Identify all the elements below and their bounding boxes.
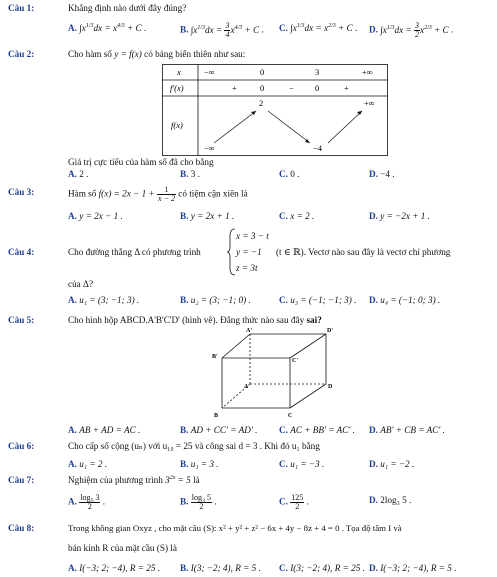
system-brace — [226, 228, 236, 276]
option-c[interactable]: C. AC + BB' = AC' . — [279, 425, 355, 435]
option-c[interactable]: C. x = 2 . — [279, 211, 315, 221]
option-c[interactable]: C. $\frac{125}{2}$ . — [279, 493, 309, 511]
option-a[interactable]: A. u₁ = 2 . — [68, 459, 108, 469]
option-b[interactable]: B. u₂ = (3; −1; 0) . — [180, 295, 251, 305]
question-text: Cho hình hộp ABCD.A'B'C'D' (hình vẽ). Đẳng thức nào sau đây sai? — [68, 315, 322, 325]
option-b[interactable]: B. I(3; −2; 4), R = 5 . — [180, 563, 261, 573]
sign-minus: − — [289, 83, 294, 93]
emphasis-wrong: sai? — [306, 315, 322, 325]
question-label: Câu 8: — [8, 523, 35, 533]
label-a: A — [244, 384, 249, 390]
option-d[interactable]: D. u₄ = (−1; 0; 3) . — [369, 295, 441, 305]
system-eq-z: z = 3t — [236, 263, 258, 273]
row-label-x: x — [177, 67, 181, 77]
option-d[interactable]: D. $\int x^{1/3}dx$ = $\frac{3}{2}$ $x^{2/3} + C$ . — [369, 21, 454, 39]
x-value-neg-inf: −∞ — [204, 67, 215, 77]
option-d[interactable]: D. AB' + CB = AC' . — [369, 425, 445, 435]
option-a[interactable]: A. AB + AD = AC . — [68, 425, 141, 435]
option-b[interactable]: B. u₁ = 3 . — [180, 459, 219, 469]
sign-zero-2: 0 — [315, 83, 320, 93]
option-a[interactable]: A. I(−3; 2; −4), R = 25 . — [68, 563, 161, 573]
sign-zero-1: 0 — [260, 83, 265, 93]
question-text: Nghiệm của phương trình $3^{2x} = 5$ là — [68, 474, 200, 485]
option-c[interactable]: C. 0 . — [279, 169, 300, 179]
f-value-pos-inf: +∞ — [364, 98, 375, 108]
question-label: Câu 2: — [8, 49, 35, 59]
question-text: Khẳng định nào dưới đây đúng? — [68, 3, 187, 13]
question-label: Câu 7: — [8, 475, 35, 485]
label-b-prime: B' — [212, 354, 218, 360]
question-label: Câu 3: — [8, 187, 35, 197]
question-4-text-after: (t ∈ ℝ). Vectơ nào sau đây là vectơ chỉ phương — [276, 247, 451, 257]
option-a[interactable]: A. $\frac{\log_5 3}{2}$ . — [68, 493, 106, 511]
sign-plus-2: + — [344, 83, 349, 93]
question-label: Câu 1: — [8, 3, 35, 13]
label-d-prime: D' — [327, 328, 333, 334]
option-b[interactable]: B. $\frac{\log_3 5}{2}$ . — [180, 493, 217, 511]
option-c[interactable]: C. $\int x^{1/3}dx = x^{2/3} + C$ . — [279, 22, 358, 33]
label-c: C — [288, 413, 293, 419]
option-b[interactable]: B. 3 . — [180, 169, 200, 179]
question-text: Trong không gian Oxyz , cho mặt cầu (S): x² + y² + z² − 6x + 4y − 8z + 4 = 0 . Tọa độ tâm I và — [68, 523, 402, 533]
label-c-prime: C' — [292, 358, 298, 364]
option-a[interactable]: A. u₁ = (3; −1; 3) . — [68, 295, 140, 305]
option-c[interactable]: C. I(3; −2; 4), R = 25 . — [279, 563, 365, 573]
option-b[interactable]: B. y = 2x + 1 . — [180, 211, 235, 221]
question-text: Hàm số f(x) = 2x − 1 + $\frac{1}{x - 2}$ có tiệm cận xiên là — [68, 185, 248, 203]
system-eq-y: y = −1 — [236, 247, 262, 257]
label-d: D — [328, 384, 333, 390]
option-b[interactable]: B. AD + CC' = AD' . — [180, 425, 258, 435]
exam-page: Câu 1: Khẳng định nào dưới đây đúng? A. $\int x^{1/3}dx = x^{4/3} + C$ . B. $\int x^{1/3}dx$ = $\frac{3}{4}$ $x^{4/3} + C$ . C. $\int x^{1/3}dx = x^{2/3} + C$ . D. $\int x^{1/3}dx$ = $\frac{3}{2}$ $x^{2/3} + C$ . Câu 2: Cho hàm số y = f(x) có bảng biến thiên như sau: x f'(x) f(x) −∞ 0 3 +∞ + 0 − 0 + 2 +∞ −∞ −4 Giá trị cực tiểu của hàm số đã cho bằng A. 2 . B. 3 . C. 0 . D. −4 . Câu 3: Hàm số f(x) = 2x − 1 + $\frac{1}{x - 2}$ có tiệm cận xiên là A. y = 2x − 1 . B. y = 2x + 1 . C. x = 2 . D. y = −2x + 1 . Câu 4: Cho đường thẳng Δ có phương trình x = 3 − t y = −1 z = 3t (t ∈ ℝ). Vectơ nào sau đây là vectơ chỉ phương của Δ? A. u₁ = (3; −1; 3) . B. u₂ = (3; −1; 0) . C. u₃ = (−1; −1; 3) . D. u₄ = (−1; 0; 3) . Câu 5: Cho hình hộp ABCD.A'B'C'D' (hình vẽ). Đẳng thức nào sau đây sai? A' D' B' C' A D B C A. AB + AD = AC . B. AD + CC' = AD' . C. AC + BB' = AC' . D. AB' + CB = AC' . Câu 6: Cho cấp số cộng (uₙ) với u₁₀ = 25 và công sai d = 3 . Khi đó u₁ bằng A. u₁ = 2 . B. u₁ = 3 . C. u₁ = −3 . D. u₁ = −2 . Câu 7: Nghiệm của phương trình $3^{2x} = 5$ là A. $\frac{\log_5 3}{2}$ . B. $\frac{\log_3 5}{2}$ . C. $\frac{125}{2}$ . D. 2log₃ 5 . Câu 8: Trong không gian Oxyz , cho mặt cầu (S): x² + y² + z² − 6x + 4y − 8z + 4 = 0 . Tọa độ tâm I và bán kính R của mặt cầu (S) là A. I(−3; 2; −4), R = 25 . B. I(3; −2; 4), R = 5 . C. I(3; −2; 4), R = 25 . D. I(−3; 2; −4), R = 5 . — [8, 3, 457, 573]
variation-table — [162, 64, 388, 156]
f-value-min: −4 — [313, 143, 323, 153]
label-b: B — [214, 413, 219, 419]
label-a-prime: A' — [246, 328, 252, 334]
x-value-pos-inf: +∞ — [362, 67, 373, 77]
option-c[interactable]: C. u₁ = −3 . — [279, 459, 325, 469]
option-c[interactable]: C. u₃ = (−1; −1; 3) . — [279, 295, 357, 305]
option-d[interactable]: D. 2log₃ 5 . — [369, 495, 412, 505]
f-value-neg-inf: −∞ — [204, 143, 215, 153]
option-d[interactable]: D. I(−3; 2; −4), R = 5 . — [369, 563, 457, 573]
f-value-max: 2 — [259, 98, 264, 108]
option-a[interactable]: A. y = 2x − 1 . — [68, 211, 123, 221]
option-d[interactable]: D. y = −2x + 1 . — [369, 211, 430, 221]
question-label: Câu 4: — [8, 247, 35, 257]
option-d[interactable]: D. u₁ = −2 . — [369, 459, 415, 469]
question-text: Cho cấp số cộng (uₙ) với u₁₀ = 25 và công sai d = 3 . Khi đó u₁ bằng — [68, 441, 320, 451]
question-text: Cho hàm số y = f(x) có bảng biến thiên như sau: — [68, 49, 246, 59]
question-label: Câu 6: — [8, 441, 35, 451]
row-label-f: f(x) — [171, 120, 183, 130]
option-d[interactable]: D. −4 . — [369, 169, 395, 179]
x-value-0: 0 — [260, 67, 265, 77]
system-eq-x: x = 3 − t — [236, 231, 269, 241]
question-label: Câu 5: — [8, 315, 35, 325]
option-a[interactable]: A. $\int x^{1/3}dx = x^{4/3} + C$ . — [68, 22, 147, 33]
row-label-derivative: f'(x) — [170, 83, 184, 93]
sign-plus-1: + — [232, 83, 237, 93]
question-4-line2: của Δ? — [68, 279, 94, 289]
question-text: Cho đường thẳng Δ có phương trình — [68, 247, 201, 257]
x-value-3: 3 — [315, 67, 320, 77]
option-a[interactable]: A. 2 . — [68, 169, 89, 179]
parallelepiped-figure — [208, 328, 348, 420]
question-8-line2: bán kính R của mặt cầu (S) là — [68, 543, 177, 553]
option-b[interactable]: B. $\int x^{1/3}dx$ = $\frac{3}{4}$ $x^{4/3} + C$ . — [180, 21, 264, 39]
